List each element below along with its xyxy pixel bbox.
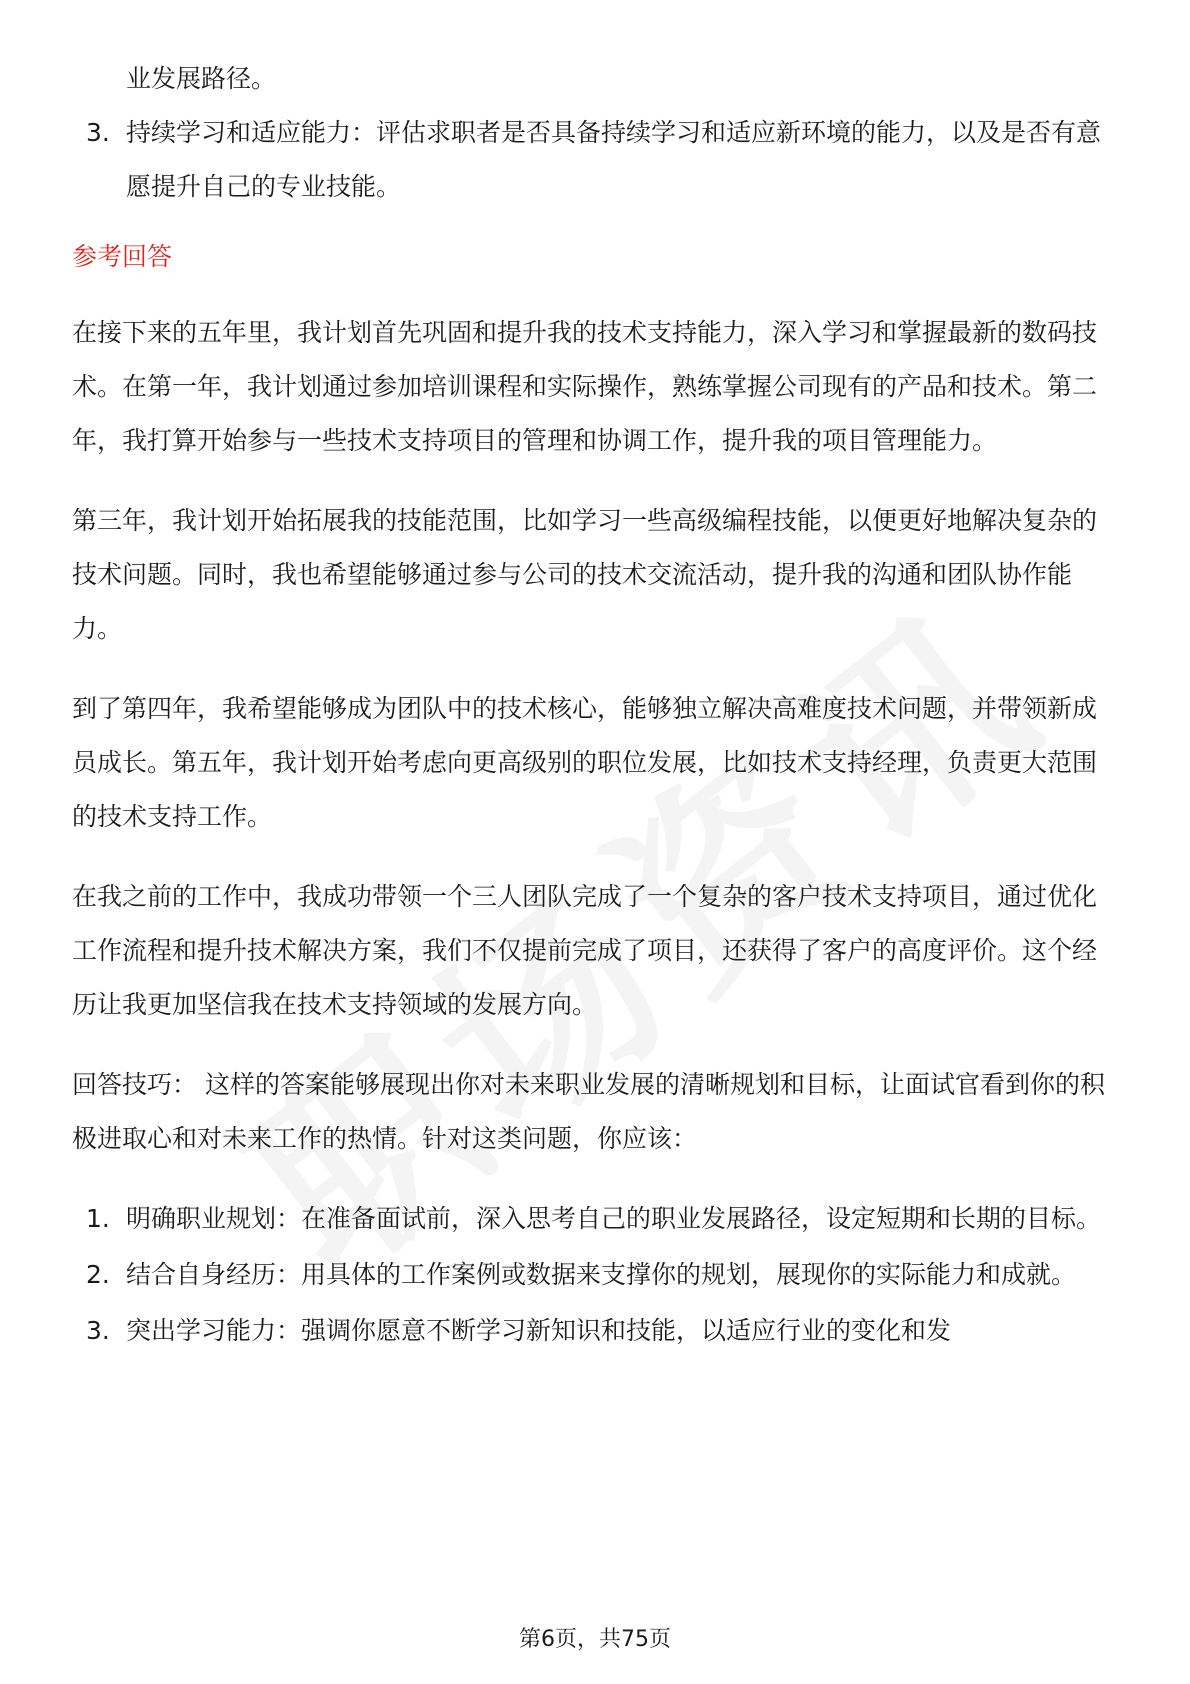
list-number: 2.: [86, 1260, 110, 1289]
list-item-text: 突出学习能力：强调你愿意不断学习新知识和技能，以适应行业的变化和发: [126, 1316, 952, 1345]
page-footer: 第6页，共75页: [519, 1627, 671, 1652]
list-item: [72, 1304, 1118, 1358]
tips-list: [72, 1192, 1118, 1358]
list-item-text: 明确职业规划：在准备面试前，深入思考自己的职业发展路径，设定短期和长期的目标。: [126, 1204, 1102, 1233]
answer-paragraph: 在接下来的五年里，我计划首先巩固和提升我的技术支持能力，深入学习和掌握最新的数码技术。在第一年，我计划通过参加培训课程和实际操作，熟练掌握公司现有的产品和技术。第二年，我打算开始参与一些技术支持项目的管理和协调工作，提升我的项目管理能力。: [72, 318, 1098, 455]
list-number: 3.: [86, 118, 110, 147]
list-number: 3.: [86, 1316, 110, 1345]
list-item-text: 业发展路径。: [126, 64, 277, 93]
answer-paragraph: 在我之前的工作中，我成功带领一个三人团队完成了一个复杂的客户技术支持项目，通过优化工作流程和提升技术解决方案，我们不仅提前完成了项目，还获得了客户的高度评价。这个经历让我更加坚信我在技术支持领域的发展方向。: [72, 882, 1098, 1019]
answer-tips-paragraph: 回答技巧： 这样的答案能够展现出你对未来职业发展的清晰规划和目标，让面试官看到你的积极进取心和对未来工作的热情。针对这类问题，你应该：: [72, 1070, 1105, 1153]
list-item: [72, 1192, 1118, 1246]
list-item-text: 持续学习和适应能力：评估求职者是否具备持续学习和适应新环境的能力，以及是否有意愿提升自己的专业技能。: [126, 118, 1102, 201]
list-number: 1.: [86, 1204, 110, 1233]
list-item-text: 结合自身经历：用具体的工作案例或数据来支撑你的规划，展现你的实际能力和成就。: [126, 1260, 1077, 1289]
evaluation-list: [72, 52, 1118, 214]
list-item: [72, 106, 1118, 214]
answer-paragraph: 第三年，我计划开始拓展我的技能范围，比如学习一些高级编程技能，以便更好地解决复杂的技术问题。同时，我也希望能够通过参与公司的技术交流活动，提升我的沟通和团队协作能力。: [72, 506, 1098, 643]
answer-paragraph: 到了第四年，我希望能够成为团队中的技术核心，能够独立解决高难度技术问题，并带领新成员成长。第五年，我计划开始考虑向更高级别的职位发展，比如技术支持经理，负责更大范围的技术支持工作。: [72, 694, 1098, 831]
list-item: [72, 52, 1118, 106]
list-item: [72, 1248, 1118, 1302]
page-content: [72, 52, 1118, 1360]
answer-heading: 参考回答: [72, 242, 173, 271]
